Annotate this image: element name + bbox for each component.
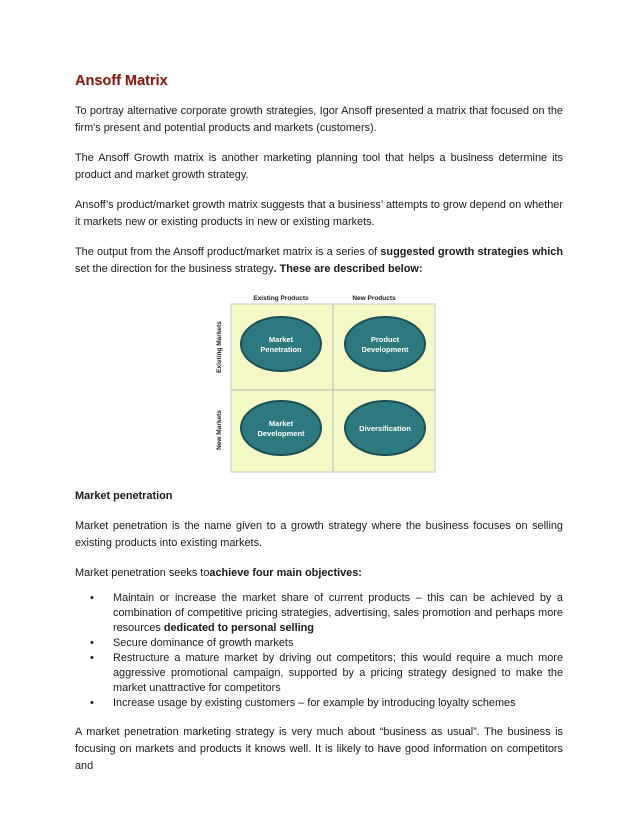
output-text-2: set the direction for the business strategy xyxy=(75,263,274,275)
cell-label-product-development-2: Development xyxy=(361,345,409,354)
objectives-list xyxy=(75,591,563,711)
document-page xyxy=(75,72,563,775)
ansoff-matrix-diagram xyxy=(211,290,439,475)
business-as-usual-paragraph: A market penetration marketing strategy is very much about “business as usual”. The business is focusing on markets and products it knows well. It is likely to have good information on competitors and xyxy=(75,726,563,772)
row-header-existing-markets: Existing Markets xyxy=(216,321,223,373)
ellipse-market-development xyxy=(241,401,321,455)
output-text: The output from the Ansoff product/market matrix is a series of xyxy=(75,246,381,258)
output-bold-1: suggested growth strategies which xyxy=(380,246,563,258)
bullet-1-bold: dedicated to personal selling xyxy=(163,622,314,634)
growth-matrix-paragraph: The Ansoff Growth matrix is another marketing planning tool that helps a business determine its product and market growth strategy. xyxy=(75,152,563,181)
row-header-new-markets: New Markets xyxy=(216,410,223,450)
col-header-new-products: New Products xyxy=(352,295,396,302)
cell-label-diversification: Diversification xyxy=(359,424,411,433)
objectives-intro-text: Market penetration seeks to xyxy=(75,567,210,579)
list-item xyxy=(75,591,563,636)
list-item: • Restructure a mature market by driving out competitors; this would require a much more aggressive promotional campaign, supported by a pricing strategy designed to make the market unattractive for competitors xyxy=(75,651,563,696)
list-item: • Secure dominance of growth markets xyxy=(75,636,563,651)
objectives-intro-bold: achieve four main objectives: xyxy=(209,567,362,579)
bullet-1-text: Maintain or increase the market share of current products – this can be achieved by a combination of competitive pricing strategies, advertising, sales promotion and perhaps more resources xyxy=(113,592,563,634)
list-item: • Increase usage by existing customers – for example by introducing loyalty schemes xyxy=(75,696,563,711)
cell-label-market-penetration-1: Market xyxy=(268,335,294,344)
page-title: Ansoff Matrix xyxy=(75,73,168,89)
section-heading: Market penetration xyxy=(75,490,173,502)
intro-paragraph: To portray alternative corporate growth strategies, Igor Ansoff presented a matrix that focused on the firm's present and potential products and markets (customers). xyxy=(75,105,563,134)
cell-label-market-development-1: Market xyxy=(268,419,294,428)
ellipse-product-development xyxy=(345,317,425,371)
col-header-existing-products: Existing Products xyxy=(253,295,309,302)
ellipse-market-penetration xyxy=(241,317,321,371)
penetration-definition-paragraph: Market penetration is the name given to a growth strategy where the business focuses on selling existing products into existing markets. xyxy=(75,520,563,549)
product-market-paragraph: Ansoff’s product/market growth matrix suggests that a business’ attempts to grow depend on whether it markets new or existing products in new or existing markets. xyxy=(75,199,563,228)
objectives-intro-paragraph xyxy=(75,565,563,582)
cell-label-market-penetration-2: Penetration xyxy=(260,345,302,354)
output-bold-2: . These are described below: xyxy=(273,263,423,275)
ansoff-matrix-figure xyxy=(75,290,563,475)
cell-label-market-development-2: Development xyxy=(257,429,305,438)
output-paragraph xyxy=(75,244,563,278)
cell-label-product-development-1: Product xyxy=(370,335,400,344)
